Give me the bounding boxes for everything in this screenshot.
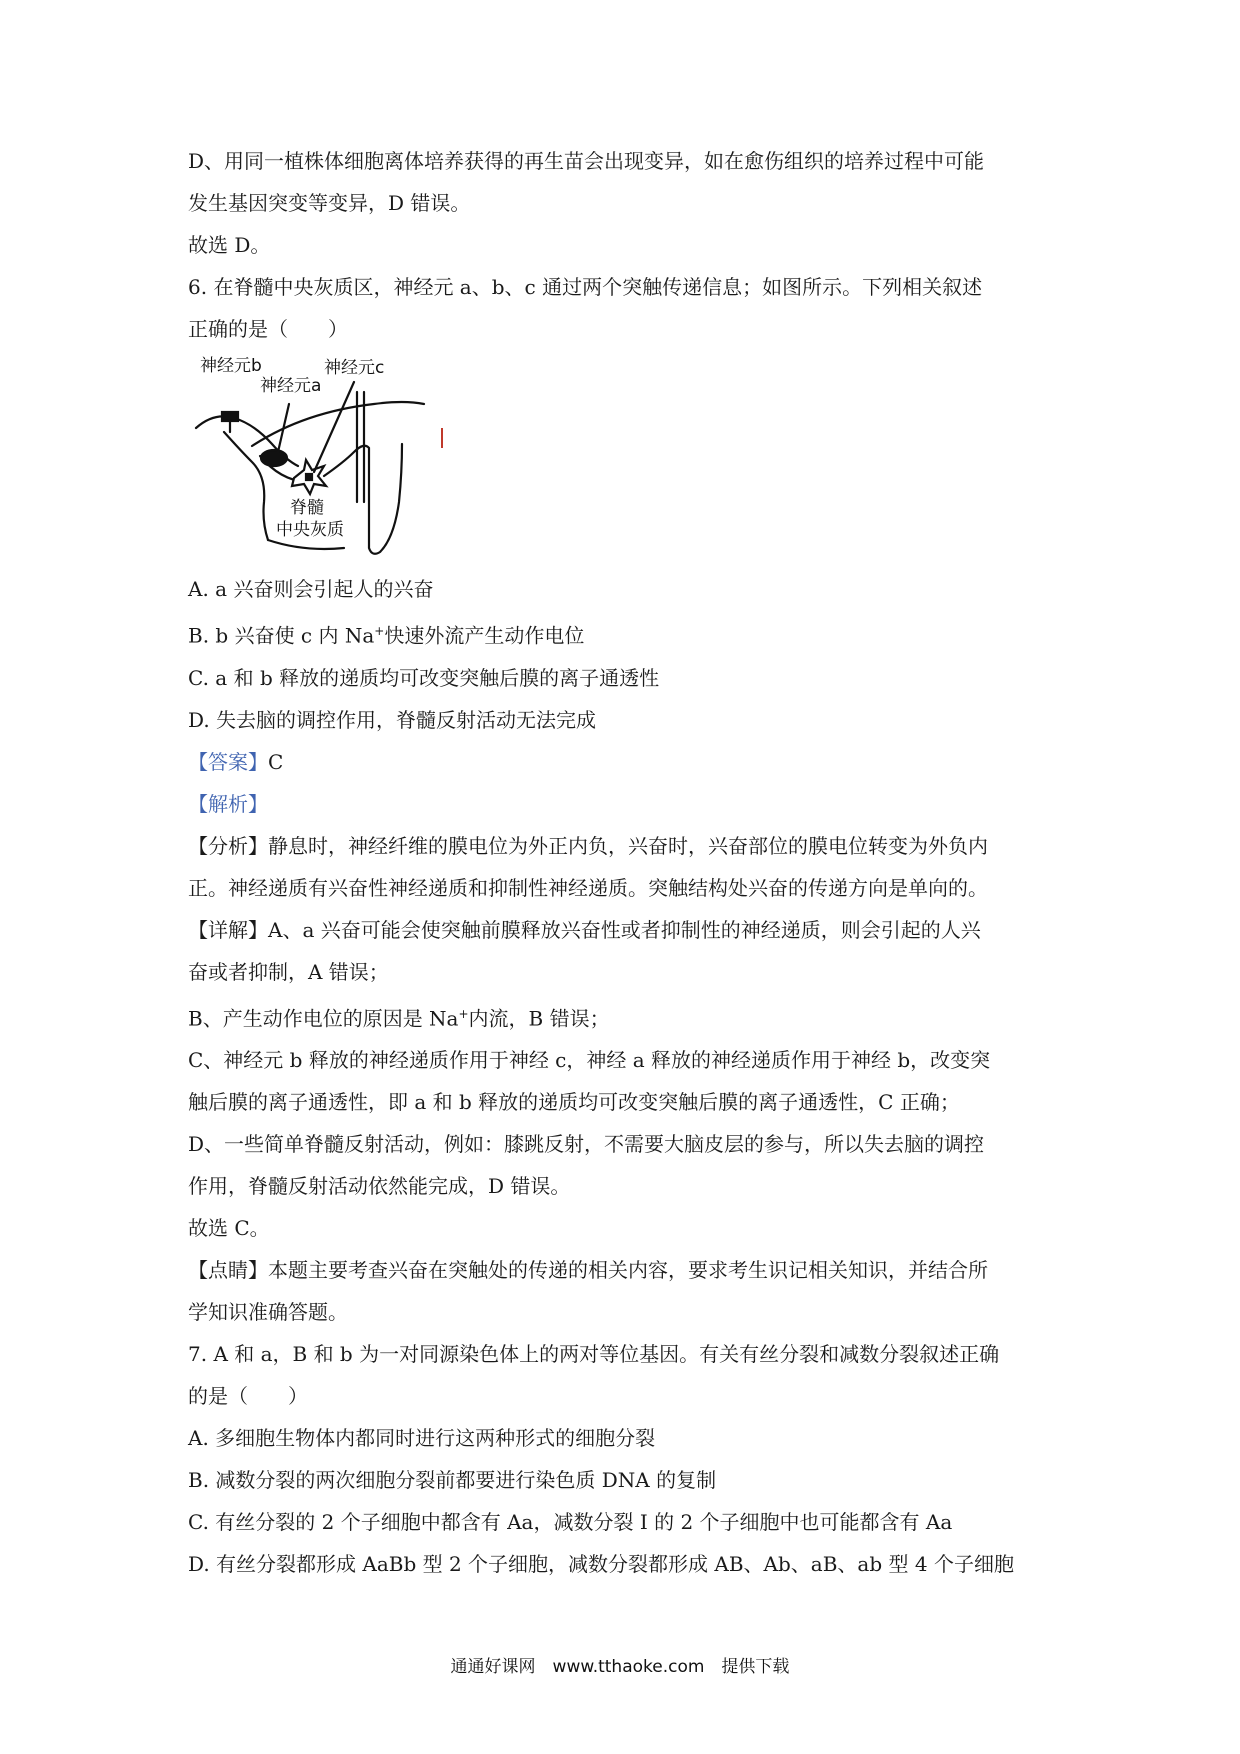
prev-d-line1: D、用同一植株体细胞离体培养获得的再生苗会出现变异，如在愈伤组织的培养过程中可能 bbox=[188, 149, 985, 173]
explain-c-line2: 触后膜的离子通透性，即 a 和 b 释放的递质均可改变突触后膜的离子通透性，C 正确； bbox=[188, 1090, 960, 1115]
dianjing-line1: 【点睛】本题主要考查兴奋在突触处的传递的相关内容，要求考生识记相关知识，并结合所 bbox=[188, 1258, 988, 1283]
q7-stem-line1: 7. A 和 a，B 和 b 为一对同源染色体上的两对等位基因。有关有丝分裂和减数分裂叙述正确 bbox=[188, 1342, 1000, 1367]
q6-stem-line2: 正确的是（ ） bbox=[188, 317, 348, 341]
explain-d-line2: 作用，脊髓反射活动依然能完成，D 错误。 bbox=[188, 1174, 571, 1199]
label-central-grey-matter: 中央灰质 bbox=[276, 520, 344, 540]
q7-option-a: A. 多细胞生物体内都同时进行这两种形式的细胞分裂 bbox=[188, 1426, 656, 1451]
q7-option-d: D. 有丝分裂都形成 AaBb 型 2 个子细胞，减数分裂都形成 AB、Ab、aB、ab 型 4 个子细胞 bbox=[188, 1552, 1014, 1577]
xiangjie-line2: 奋或者抑制，A 错误； bbox=[188, 959, 389, 984]
neuron-a-axon bbox=[252, 402, 424, 446]
dianjing-line2: 学知识准确答题。 bbox=[188, 1300, 348, 1325]
page-footer: 通通好课网 www.tthaoke.com 提供下载 bbox=[450, 1657, 790, 1677]
prev-d-line2: 发生基因突变等变异，D 错误。 bbox=[188, 191, 471, 215]
q6-option-a: A. a 兴奋则会引起人的兴奋 bbox=[188, 577, 434, 601]
fenxi-line1: 【分析】静息时，神经纤维的膜电位为外正内负，兴奋时，兴奋部位的膜电位转变为外负内 bbox=[188, 833, 988, 858]
label-neuron-a: 神经元a bbox=[260, 376, 322, 396]
neuron-diagram bbox=[194, 352, 454, 562]
label-neuron-b: 神经元b bbox=[200, 356, 262, 376]
document-page bbox=[188, 140, 1068, 1585]
q6-option-d: D. 失去脑的调控作用，脊髓反射活动无法完成 bbox=[188, 707, 597, 732]
xiangjie-line1: 【详解】A、a 兴奋可能会使突触前膜释放兴奋性或者抑制性的神经递质，则会引起的人兴 bbox=[188, 917, 981, 942]
explain-d-line1: D、一些简单脊髓反射活动，例如：膝跳反射，不需要大脑皮层的参与，所以失去脑的调控 bbox=[188, 1132, 985, 1157]
analysis-tag: 【解析】 bbox=[188, 791, 268, 816]
neuron-b-terminal bbox=[222, 412, 238, 421]
q7-stem-line2: 的是（ ） bbox=[188, 1384, 308, 1409]
q7-option-b: B. 减数分裂的两次细胞分裂前都要进行染色质 DNA 的复制 bbox=[188, 1468, 717, 1493]
answer-value: C bbox=[268, 749, 284, 774]
q6-option-b: B. b 兴奋使 c 内 Na+快速外流产生动作电位 bbox=[188, 623, 585, 648]
q6-choose: 故选 C。 bbox=[188, 1216, 270, 1241]
neuron-a-body bbox=[261, 450, 287, 466]
grey-matter-boundary bbox=[224, 432, 268, 540]
explain-b: B、产生动作电位的原因是 Na+内流，B 错误； bbox=[188, 1006, 610, 1031]
fenxi-line2: 正。神经递质有兴奋性神经递质和抑制性神经递质。突触结构处兴奋的传递方向是单向的。 bbox=[188, 875, 988, 900]
q6-option-c: C. a 和 b 释放的递质均可改变突触后膜的离子通透性 bbox=[188, 665, 660, 690]
answer-tag: 【答案】 bbox=[188, 749, 268, 774]
explain-c-line1: C、神经元 b 释放的神经递质作用于神经 c，神经 a 释放的神经递质作用于神经 b，改变突 bbox=[188, 1048, 991, 1073]
q6-stem-line1: 6. 在脊髓中央灰质区，神经元 a、b、c 通过两个突触传递信息；如图所示。下列相关叙述 bbox=[188, 275, 983, 299]
q6-answer bbox=[188, 741, 1068, 783]
label-neuron-c: 神经元c bbox=[324, 358, 385, 378]
prev-choose: 故选 D。 bbox=[188, 233, 271, 257]
label-spinal-cord: 脊髓 bbox=[290, 498, 324, 518]
q7-option-c: C. 有丝分裂的 2 个子细胞中都含有 Aa，减数分裂 Ⅰ 的 2 个子细胞中也可能都含有 Aa bbox=[188, 1510, 953, 1535]
